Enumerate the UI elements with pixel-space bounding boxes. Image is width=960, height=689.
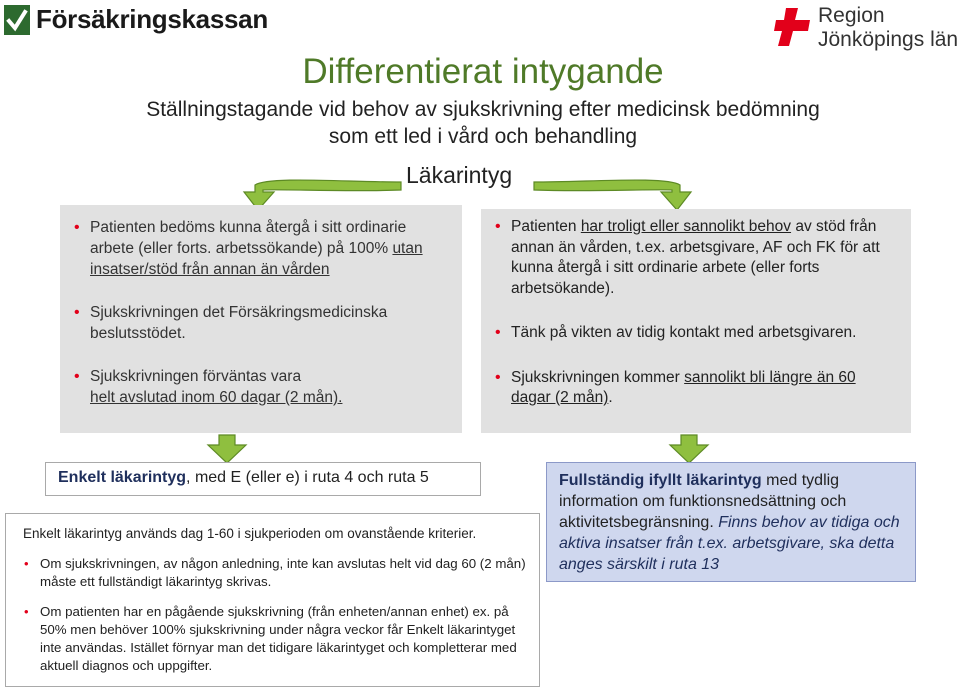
region-cross-icon xyxy=(772,4,816,48)
down-arrow-left xyxy=(205,434,249,464)
left-bullet-1: • Patienten bedöms kunna återgå i sitt ordinarie arbete (eller forts. arbetssökande) på 100% utan insatser/stöd från annan än vården xyxy=(74,217,454,280)
left-bullet-2: • Sjukskrivningen det Försäkringsmedicinska beslutsstödet. xyxy=(74,302,454,344)
right-bullet-3: • Sjukskrivningen kommer sannolikt bli längre än 60 dagar (2 mån). xyxy=(495,368,899,409)
subtitle-line2: som ett led i vård och behandling xyxy=(328,125,638,148)
subtitle-line1: Ställningstagande vid behov av sjukskrivning efter medicinsk bedömning xyxy=(146,98,820,121)
panel-right-criteria xyxy=(481,209,911,433)
fullstandigt-lakarintyg-box: Fullständig ifyllt läkarintyg med tydlig information om funktionsnedsättning och aktivitetsbegränsning. Finns behov av tidiga och aktiva insatser från t.ex. arbetsgivare, ska detta anges särskilt i ruta 13 xyxy=(546,462,916,582)
left-bullet-3: • Sjukskrivningen förväntas vara helt avslutad inom 60 dagar (2 mån). xyxy=(74,366,454,408)
region-text-line1: Region xyxy=(818,4,885,27)
right-bullet-2: • Tänk på vikten av tidig kontakt med arbetsgivaren. xyxy=(495,323,899,344)
right-bullet-1: • Patienten har troligt eller sannolikt behov av stöd från annan än vården, t.ex. arbetsgivare, AF och FK för att kunna återgå i sitt ordinarie arbete (eller forts arbetsökande). xyxy=(495,217,899,299)
enkelt-lakarintyg-box: Enkelt läkarintyg, med E (eller e) i ruta 4 och ruta 5 xyxy=(45,462,481,496)
region-jonkoping-logo xyxy=(772,4,958,52)
center-label: Läkarintyg xyxy=(406,162,513,188)
enkelt-usage-box xyxy=(5,513,540,687)
panel-left-criteria xyxy=(60,205,462,433)
forsakringskassan-logo xyxy=(4,4,268,35)
usage-lead: Enkelt läkarintyg används dag 1-60 i sjukperioden om ovanstående kriterier. xyxy=(23,526,477,541)
usage-bullet-2: • Om patienten har en pågående sjukskrivning (från enheten/annan enhet) ex. på 50% men behöver 100% sjukskrivning under några veckor får Enkelt läkarintyget inte användas. Istället förnyar man det tidigare läkarintyget och kompletterar med aktuell diagnos och uppgifter. xyxy=(24,603,529,675)
down-arrow-right xyxy=(667,434,711,464)
curved-arrow-right xyxy=(530,168,710,212)
region-text-line2: Jönköpings län xyxy=(818,28,959,51)
page-title: Differentierat intygande xyxy=(302,52,664,91)
usage-bullet-1: • Om sjukskrivningen, av någon anledning, inte kan avslutas helt vid dag 60 (2 mån) måste ett fullständigt läkarintyg skrivas. xyxy=(24,555,529,591)
forsakringskassan-name: Försäkringskassan xyxy=(36,4,268,34)
page-subtitle xyxy=(0,96,960,150)
forsakringskassan-mark-icon xyxy=(4,5,30,35)
